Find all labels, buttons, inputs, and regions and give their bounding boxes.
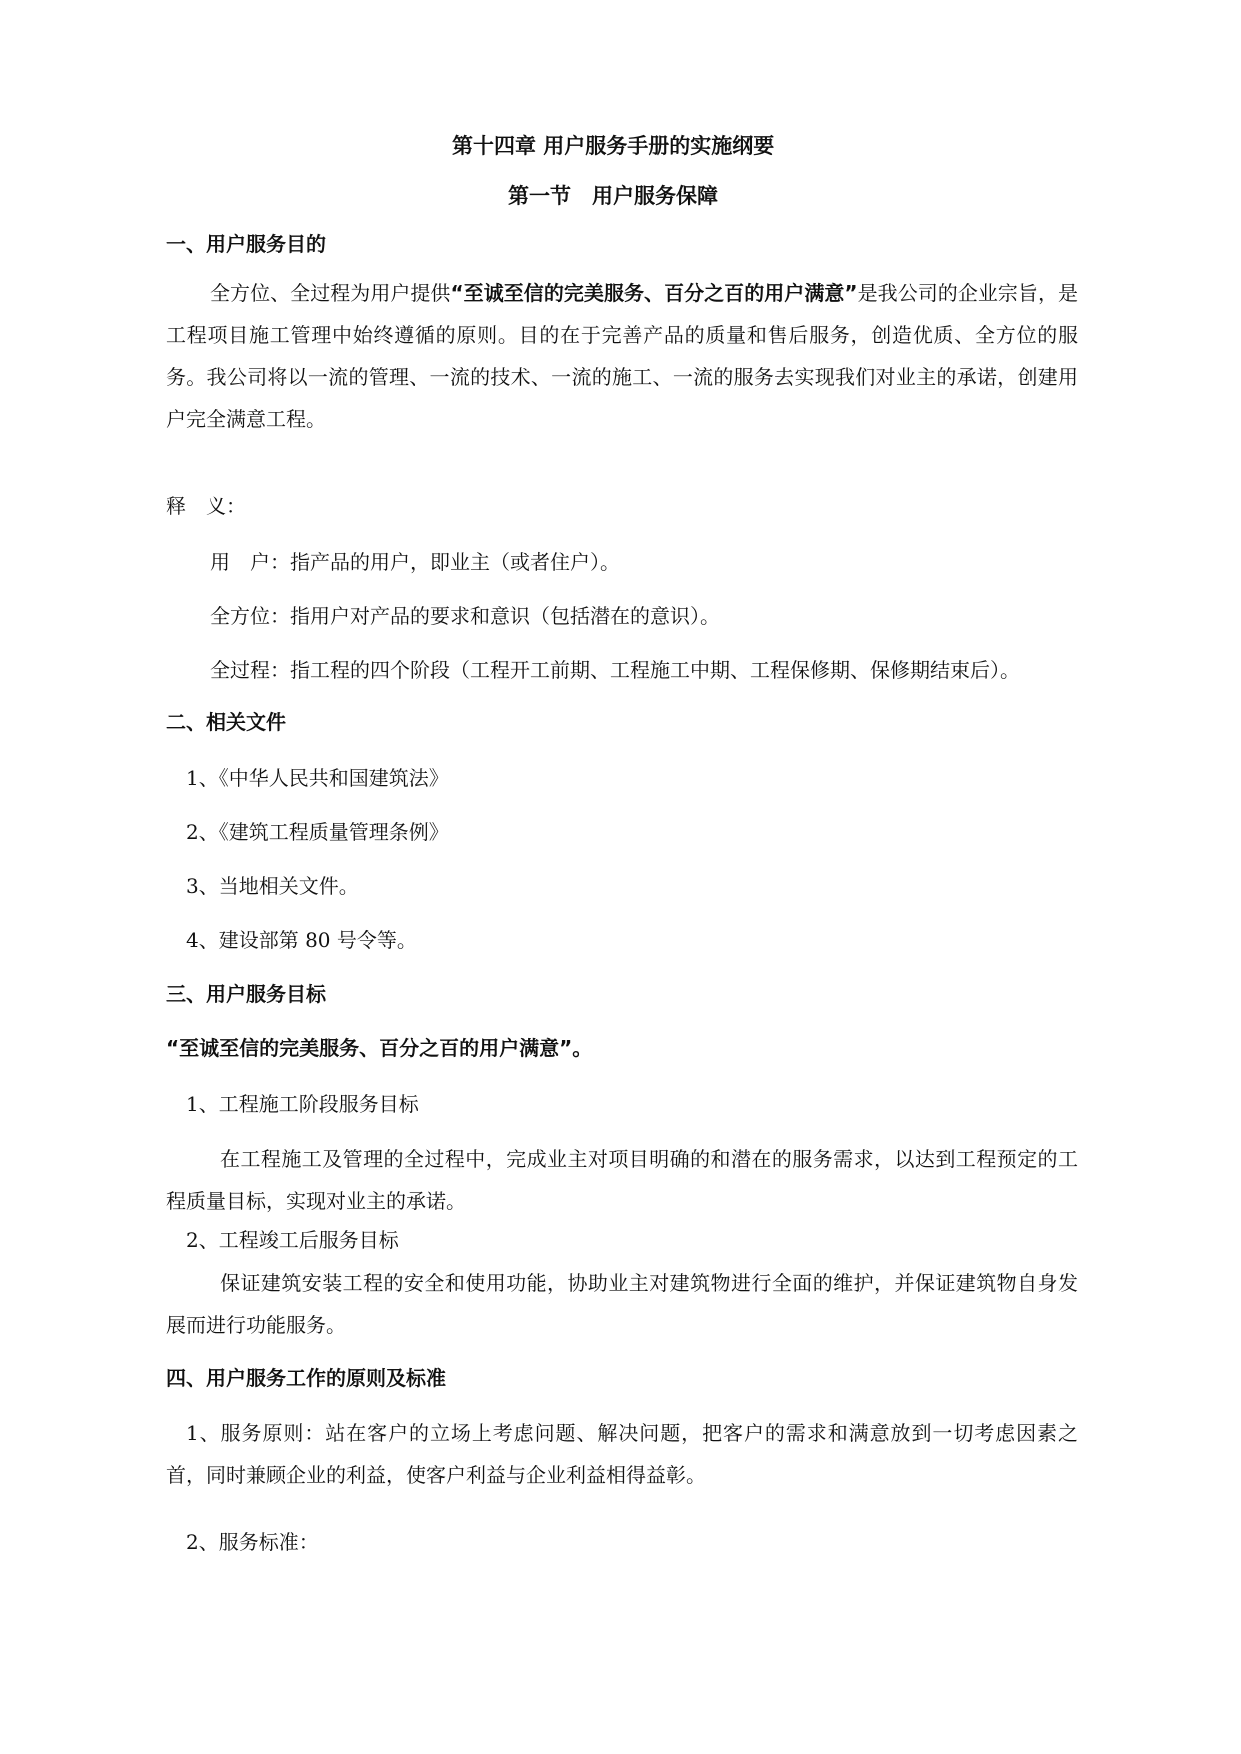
doc-item-1: 1、《中华人民共和国建筑法》 [186, 766, 449, 790]
purpose-quote-text: “至诚至信的完美服务、百分之百的用户满意” [450, 281, 858, 305]
chapter-title: 第十四章 用户服务手册的实施纲要 [452, 134, 775, 158]
heading-principles: 四、用户服务工作的原则及标准 [166, 1366, 446, 1390]
gloss-user: 用 户：指产品的用户，即业主（或者住户）。 [210, 550, 620, 574]
gloss-all-process: 全过程：指工程的四个阶段（工程开工前期、工程施工中期、工程保修期、保修期结束后）。 [210, 658, 1020, 682]
purpose-rest-text: 是我公司的企业宗旨，是工程项目施工管理中始终遵循的原则。目的在于完善产品的质量和售后服务，创造优质、全方位的服务。我公司将以一流的管理、一流的技术、一流的施工、一流的服务去实现我们对业主的承诺，创建用户完全满意工程。 [166, 281, 1079, 431]
heading-service-goals: 三、用户服务目标 [166, 982, 326, 1006]
section-title: 第一节 用户服务保障 [508, 184, 718, 208]
goal-quote: “至诚至信的完美服务、百分之百的用户满意”。 [166, 1036, 593, 1060]
goal-sub-1: 1、工程施工阶段服务目标 [186, 1092, 419, 1116]
service-standard-label: 2、服务标准： [186, 1530, 319, 1554]
goal-sub-2: 2、工程竣工后服务目标 [186, 1228, 399, 1252]
doc-item-3: 3、当地相关文件。 [186, 874, 359, 898]
doc-item-4: 4、建设部第 80 号令等。 [186, 928, 417, 952]
doc-item-2: 2、《建筑工程质量管理条例》 [186, 820, 449, 844]
paragraph-goal-1: 在工程施工及管理的全过程中，完成业主对项目明确的和潜在的服务需求，以达到工程预定的工程质量目标，实现对业主的承诺。 [166, 1147, 1078, 1213]
paragraph-principle: 1、服务原则：站在客户的立场上考虑问题、解决问题，把客户的需求和满意放到一切考虑因素之首，同时兼顾企业的利益，使客户利益与企业利益相得益彰。 [166, 1421, 1078, 1487]
purpose-lead-text: 全方位、全过程为用户提供 [210, 281, 451, 305]
heading-related-docs: 二、相关文件 [166, 710, 286, 734]
gloss-all-aspects: 全方位：指用户对产品的要求和意识（包括潜在的意识）。 [210, 604, 720, 628]
gloss-label: 释 义： [166, 494, 246, 518]
paragraph-purpose [166, 272, 1078, 440]
paragraph-goal-2: 保证建筑安装工程的安全和使用功能，协助业主对建筑物进行全面的维护，并保证建筑物自身发展而进行功能服务。 [166, 1271, 1078, 1337]
heading-purpose: 一、用户服务目的 [166, 232, 326, 256]
